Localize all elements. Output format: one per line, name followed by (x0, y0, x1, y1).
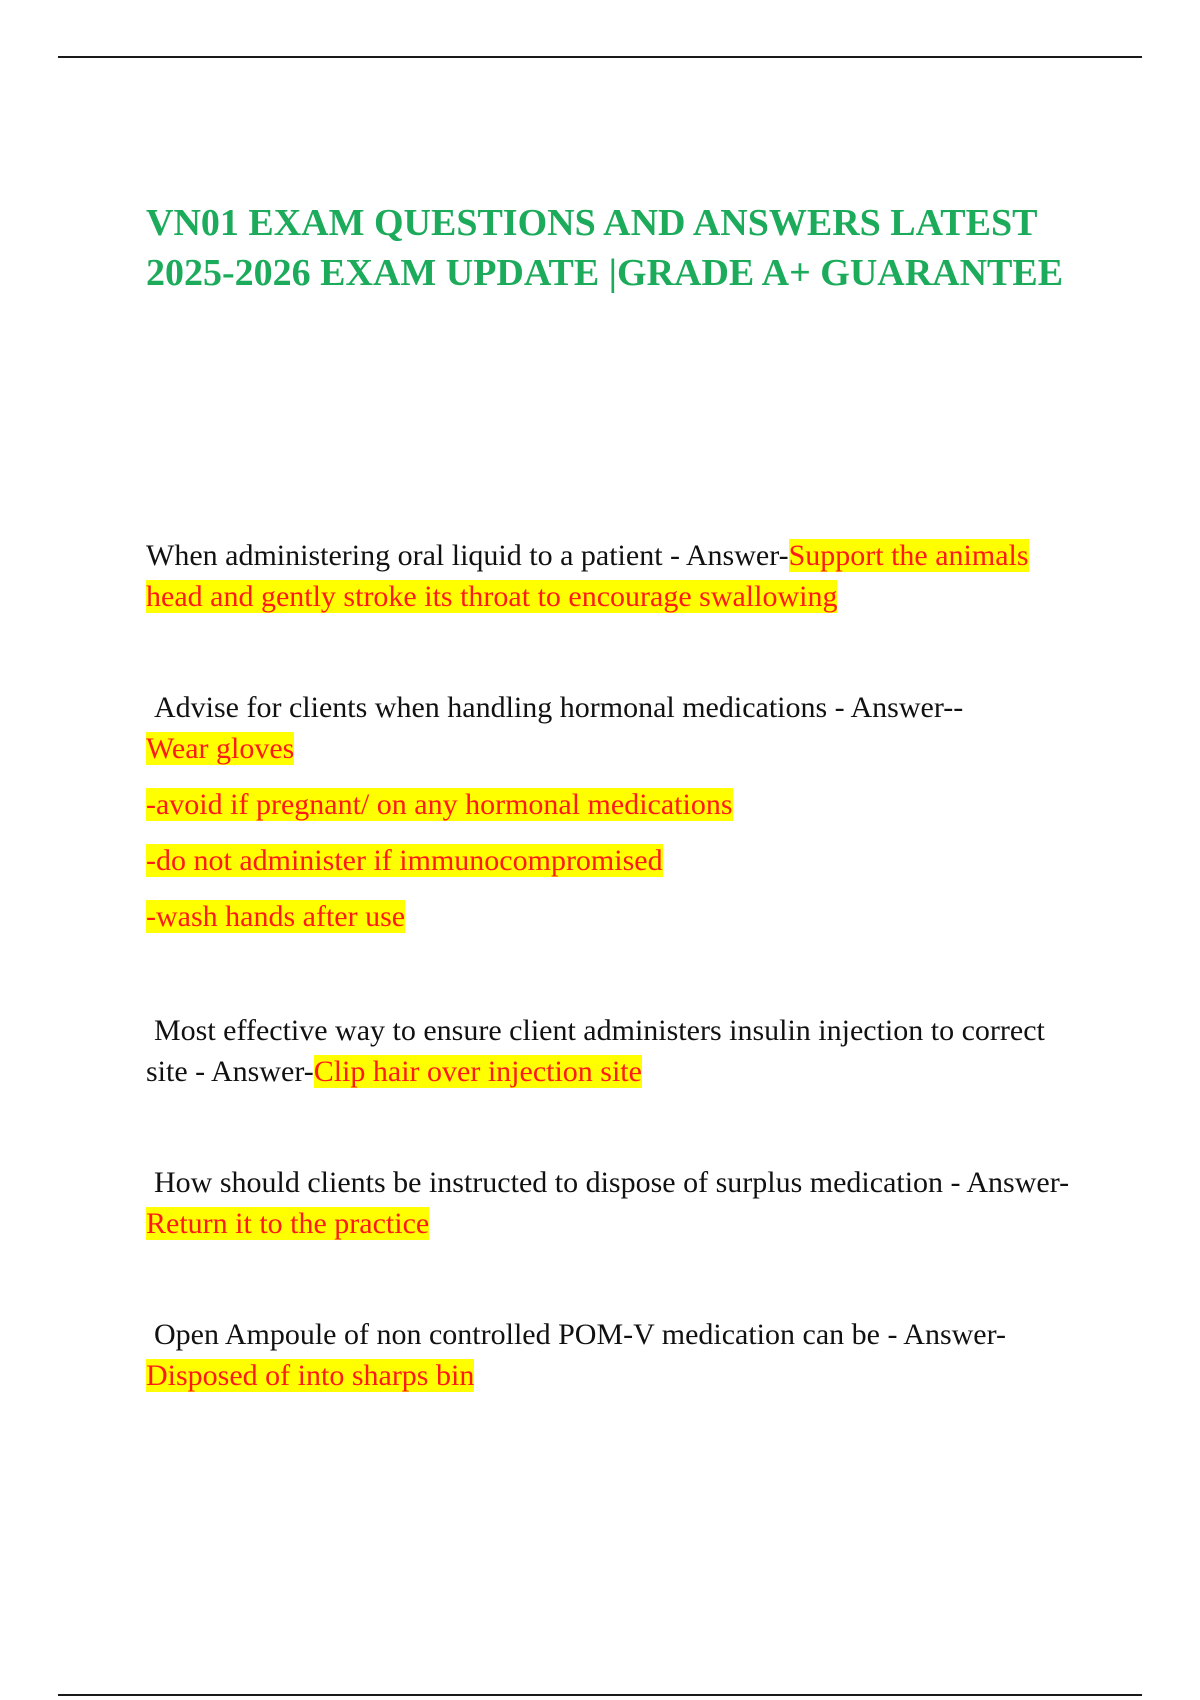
question-text: How should clients be instructed to dispose of surplus medication - Answer- (154, 1166, 1070, 1199)
answer-extra-line: -do not administer if immunocompromised (146, 844, 663, 877)
bottom-rule (58, 1694, 1142, 1696)
qa-item (146, 687, 1086, 937)
answer-text: Support the animals head and gently stroke its throat to encourage swallowing (146, 539, 1029, 613)
qa-item (146, 1162, 1086, 1244)
qa-item (146, 1314, 1086, 1396)
question-text: Most effective way to ensure client administers insulin injection to correct site - Answer- (146, 1014, 1045, 1088)
qa-item (146, 535, 1086, 617)
answer-text: Clip hair over injection site (313, 1055, 642, 1088)
qa-item (146, 1010, 1086, 1092)
top-rule (58, 56, 1142, 58)
answer-text: Return it to the practice (146, 1207, 430, 1240)
answer-extra-line: -avoid if pregnant/ on any hormonal medications (146, 788, 733, 821)
answer-text: Disposed of into sharps bin (146, 1359, 475, 1392)
question-text: Open Ampoule of non controlled POM-V medication can be - Answer- (154, 1318, 1006, 1351)
question-text: When administering oral liquid to a patient - Answer- (146, 539, 789, 572)
document-title: VN01 EXAM QUESTIONS AND ANSWERS LATEST 2025-2026 EXAM UPDATE |GRADE A+ GUARANTEE (146, 202, 1064, 294)
question-text: Advise for clients when handling hormonal medications - Answer-- (154, 691, 964, 724)
answer-text: Wear gloves (146, 732, 295, 765)
answer-extra-line: -wash hands after use (146, 900, 406, 933)
